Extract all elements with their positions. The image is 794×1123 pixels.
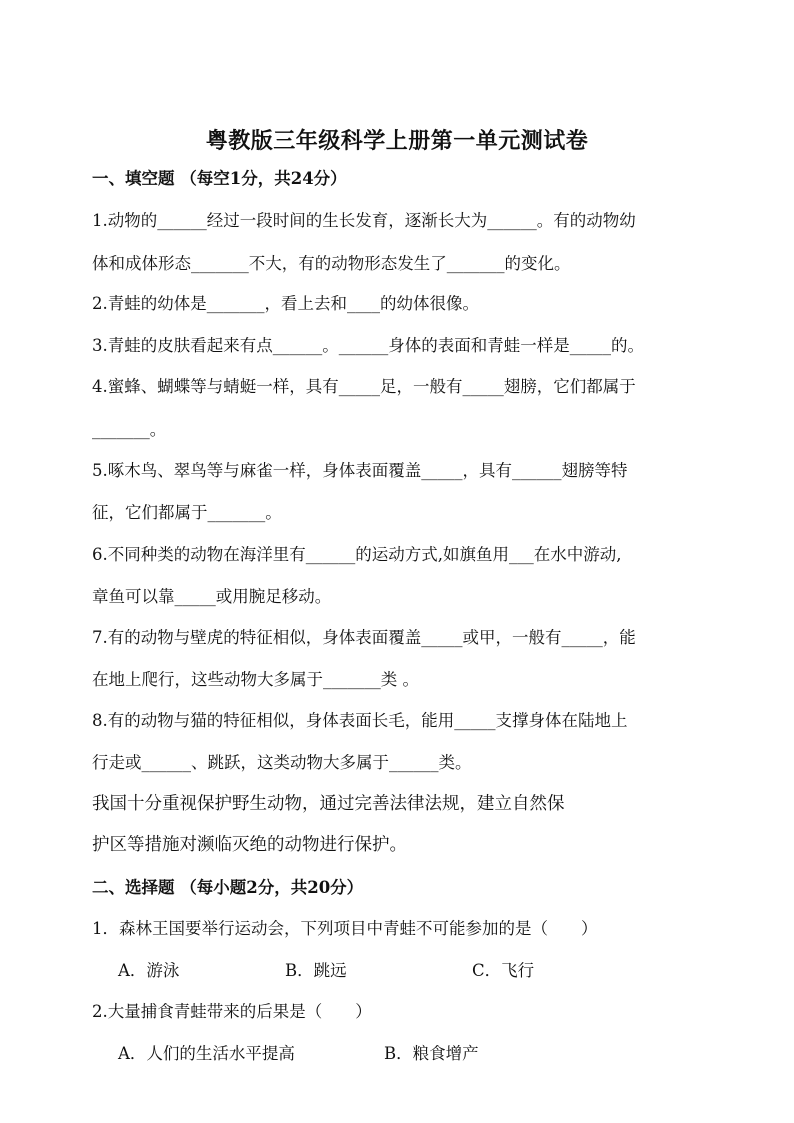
fill-line-2: 体和成体形态_______不大，有的动物形态发生了_______的变化。 — [92, 254, 571, 273]
fill-line-14: 行走或______、跳跃，这类动物大多属于______类。 — [92, 753, 472, 772]
section1-heading: 一、填空题 （每空1分，共24分） — [92, 169, 347, 188]
fill-line-12: 在地上爬行，这些动物大多属于_______类 。 — [92, 670, 419, 689]
fill-line-9: 6.不同种类的动物在海洋里有______的运动方式,如旗鱼用___在水中游动, — [92, 545, 622, 564]
fill-line-5: 4.蜜蜂、蝴蝶等与蜻蜓一样，具有_____足，一般有_____翅膀，它们都属于 — [92, 377, 636, 396]
fill-line-8: 征，它们都属于_______。 — [92, 503, 282, 522]
section2-heading: 二、选择题 （每小题2分，共20分） — [92, 878, 364, 897]
fill-line-10: 章鱼可以靠_____或用腕足移动。 — [92, 587, 332, 606]
fill-line-1: 1.动物的______经过一段时间的生长发育，逐渐长大为______。有的动物幼 — [92, 211, 636, 230]
question-1-option-a: A．游泳 — [118, 961, 180, 980]
note-line-1: 我国十分重视保护野生动物，通过完善法律法规，建立自然保 — [92, 794, 565, 814]
question-1-option-c: C．飞行 — [472, 961, 535, 980]
question-1-option-b: B．跳远 — [285, 961, 347, 980]
fill-line-7: 5.啄木鸟、翠鸟等与麻雀一样，身体表面覆盖_____，具有______翅膀等特 — [92, 461, 628, 480]
question-1-stem: 1．森林王国要举行运动会，下列项目中青蛙不可能参加的是（ ） — [92, 919, 598, 938]
note-line-2: 护区等措施对濒临灭绝的动物进行保护。 — [92, 835, 407, 855]
fill-line-11: 7.有的动物与壁虎的特征相似，身体表面覆盖_____或甲，一般有_____，能 — [92, 628, 636, 647]
question-2-stem: 2.大量捕食青蛙带来的后果是（ ） — [92, 1002, 372, 1021]
question-2-option-a: A．人们的生活水平提高 — [118, 1044, 295, 1063]
fill-line-6: _______。 — [92, 420, 167, 439]
fill-line-3: 2.青蛙的幼体是_______，看上去和____的幼体很像。 — [92, 294, 479, 313]
fill-line-4: 3.青蛙的皮肤看起来有点______。______身体的表面和青蛙一样是_____的。 — [92, 336, 644, 355]
fill-line-13: 8.有的动物与猫的特征相似，身体表面长毛，能用_____支撑身体在陆地上 — [92, 711, 628, 730]
page-title: 粤教版三年级科学上册第一单元测试卷 — [205, 128, 589, 154]
question-2-option-b: B．粮食增产 — [384, 1044, 479, 1063]
